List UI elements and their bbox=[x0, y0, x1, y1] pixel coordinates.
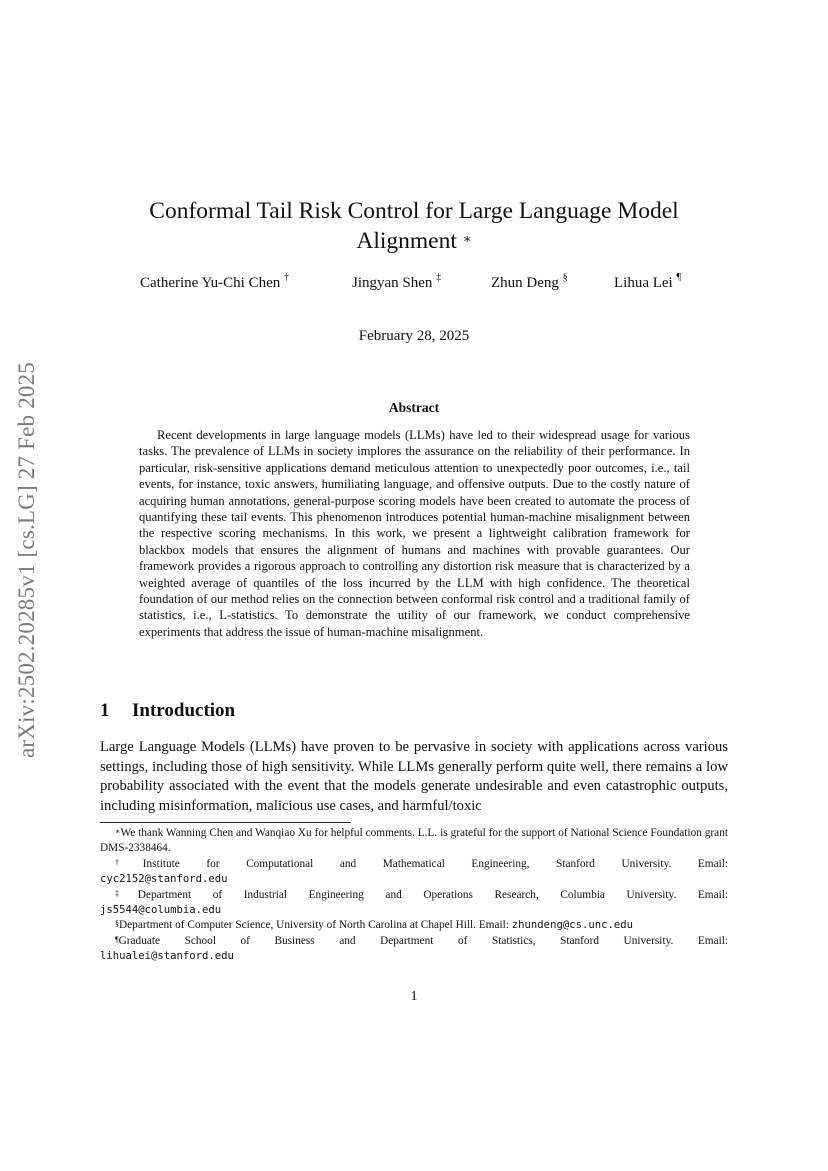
author-3-name: Zhun Deng bbox=[491, 275, 559, 291]
section-number: 1 bbox=[100, 700, 110, 721]
author-4 bbox=[614, 272, 682, 292]
abstract-text: Recent developments in large language models (LLMs) have led to their widespread usage for various tasks. The prevalence of LLMs in society implores the assurance on the reliability of their performance. In particular, risk-sensitive applications demand meticulous attention to unexpectedly poor outcomes, i.e., tail events, for instance, toxic answers, humiliating language, and offensive outputs. Due to the costly nature of acquiring human annotations, general-purpose scoring models have been created to automate the process of quantifying these tail events. This phenomenon introduces potential human-machine misalignment between the respective scoring mechanisms. In this work, we present a lightweight calibration framework for blackbox models that ensures the alignment of humans and machines with provable guarantees. Our framework provides a rigorous approach to controlling any distortion risk measure that is characterized by a weighted average of quantiles of the loss incurred by the LLM with high confidence. The theoretical foundation of our method relies on the connection between conformal risk control and a traditional family of statistics, i.e., L-statistics. To demonstrate the utility of our framework, we conduct comprehensive experiments that address the issue of human-machine misalignment. bbox=[139, 428, 690, 639]
footnote-text: We thank Wanning Chen and Wanqiao Xu for helpful comments. L.L. is grateful for the support of National Science Foundation grant DMS-2338464. bbox=[100, 827, 728, 855]
title-line-1: Conformal Tail Risk Control for Large Language Model bbox=[149, 198, 679, 224]
email-link[interactable]: js5544@columbia.edu bbox=[100, 904, 222, 917]
footnote-acknowledgment bbox=[100, 826, 728, 857]
footnote-text: Institute for Computational and Mathematical Engineering, Stanford University. Email: bbox=[142, 857, 728, 870]
footnote-text: Graduate School of Business and Department of Statistics, Stanford University. Email: bbox=[118, 934, 728, 947]
footnote-email-1 bbox=[100, 872, 728, 887]
title-footnote-mark: ∗ bbox=[462, 231, 472, 246]
section-title: Introduction bbox=[132, 700, 236, 721]
abstract-heading: Abstract bbox=[388, 400, 440, 415]
footnote-mark: ∗ bbox=[115, 827, 121, 836]
email-link[interactable]: lihualei@stanford.edu bbox=[100, 950, 234, 963]
author-1-mark: † bbox=[284, 272, 290, 283]
title-line-2 bbox=[100, 226, 728, 256]
footnote-author-2 bbox=[100, 888, 728, 903]
author-2-name: Jingyan Shen bbox=[352, 275, 433, 291]
publication-date: February 28, 2025 bbox=[358, 328, 470, 344]
author-2-mark: ‡ bbox=[436, 272, 442, 283]
footnote-author-1 bbox=[100, 857, 728, 872]
author-3 bbox=[491, 272, 568, 292]
paper-title bbox=[100, 196, 728, 256]
footnote-mark: § bbox=[115, 919, 119, 929]
author-1-name: Catherine Yu-Chi Chen bbox=[140, 275, 281, 291]
footnote-rule bbox=[100, 822, 351, 823]
email-link[interactable]: cyc2152@stanford.edu bbox=[100, 873, 228, 886]
page-number: 1 bbox=[410, 989, 418, 1004]
footnote-author-4 bbox=[100, 934, 728, 949]
email-link[interactable]: zhundeng@cs.unc.edu bbox=[511, 919, 633, 932]
author-4-mark: ¶ bbox=[676, 272, 682, 283]
footnotes bbox=[100, 826, 728, 965]
footnote-mark: ¶ bbox=[115, 934, 119, 944]
author-4-name: Lihua Lei bbox=[614, 275, 673, 291]
footnote-author-3 bbox=[100, 918, 728, 933]
introduction-paragraph: Large Language Models (LLMs) have proven to be pervasive in society with applications across various settings, including those of high sensitivity. While LLMs generally perform quite well, there remains a low probability associated with the event that the models generate undesirable and even catastrophic outputs, including misinformation, malicious use cases, and harmful/toxic bbox=[100, 739, 728, 814]
author-list bbox=[0, 272, 828, 297]
section-heading bbox=[100, 700, 235, 722]
arxiv-identifier: arXiv:2502.20285v1 [cs.LG] 27 Feb 2025 bbox=[14, 362, 39, 758]
author-3-mark: § bbox=[562, 272, 568, 283]
footnote-email-2 bbox=[100, 903, 728, 918]
footnote-text: Department of Computer Science, University of North Carolina at Chapel Hill. Email: bbox=[119, 919, 509, 932]
footnote-mark: † bbox=[115, 857, 143, 867]
footnote-mark: ‡ bbox=[115, 888, 138, 898]
footnote-email-4 bbox=[100, 949, 728, 964]
footnote-text: Department of Industrial Engineering and Operations Research, Columbia University. Email: bbox=[137, 888, 729, 901]
title-line-2-text: Alignment bbox=[356, 228, 457, 254]
author-2 bbox=[352, 272, 442, 292]
author-1 bbox=[140, 272, 290, 292]
